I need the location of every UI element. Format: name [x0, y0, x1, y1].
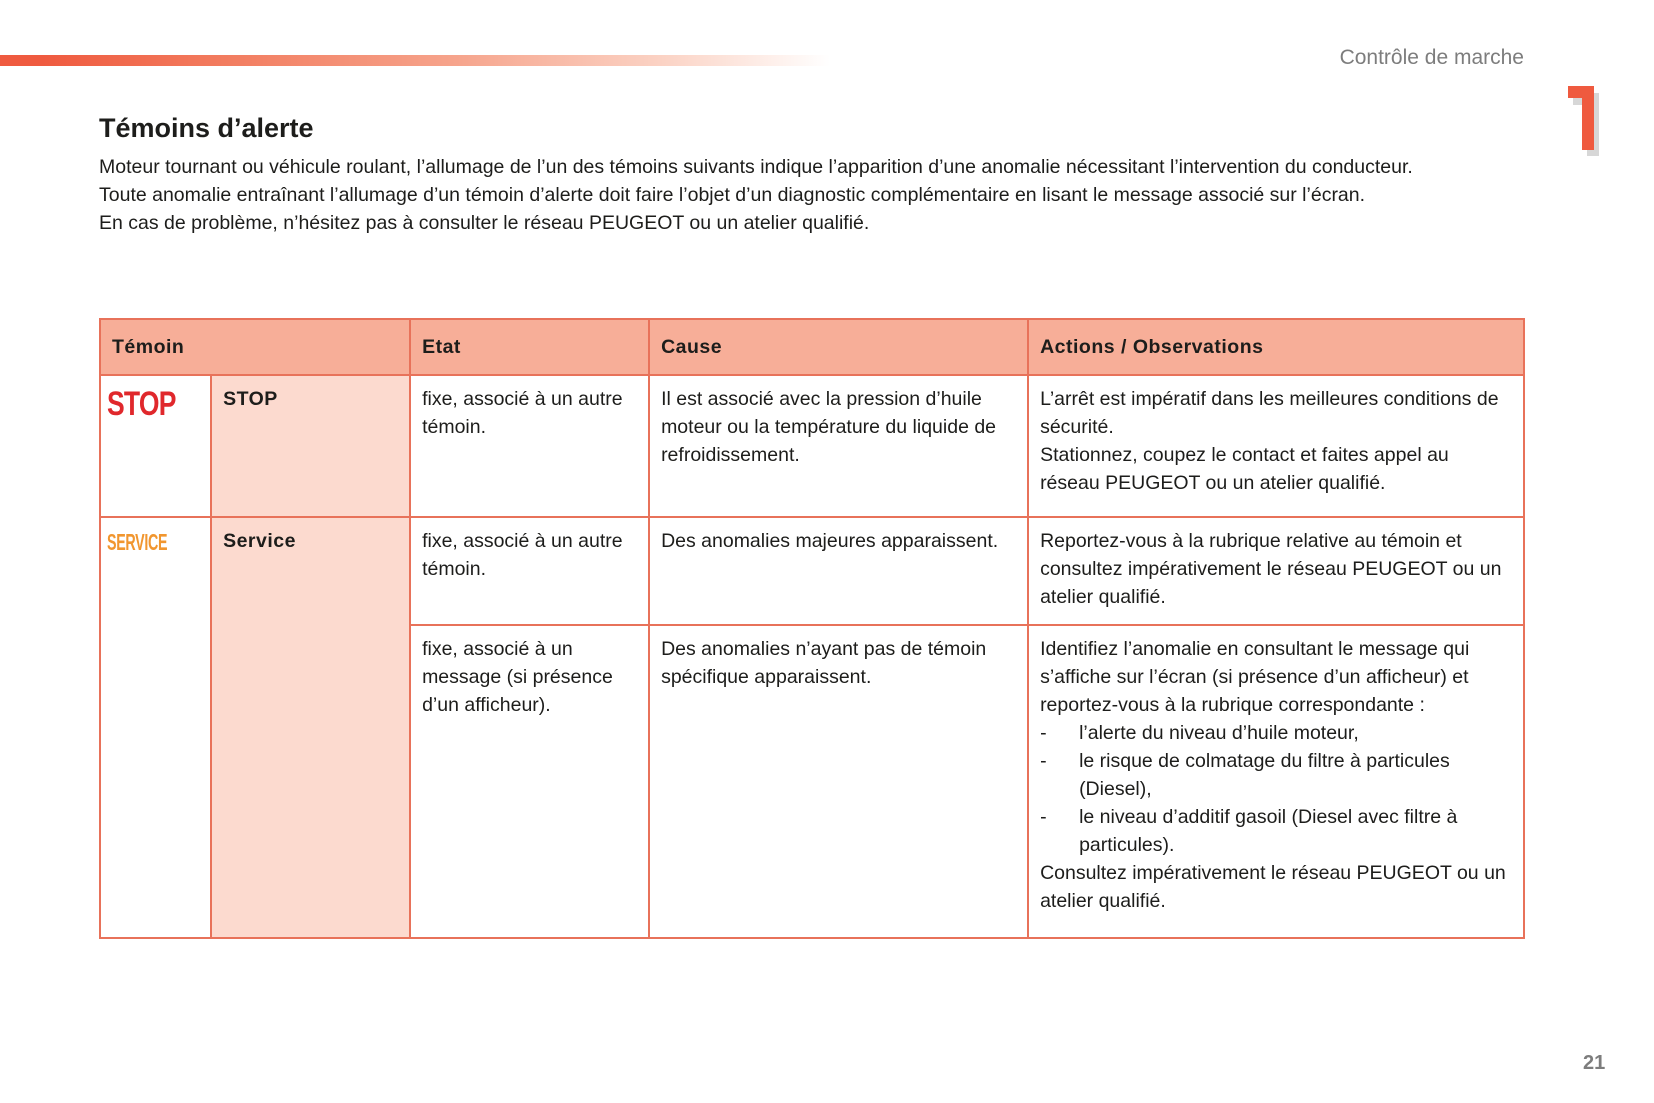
bullet-dash: - — [1040, 722, 1047, 744]
service-warning-icon: SERVICE — [107, 529, 168, 555]
column-header-actions: Actions / Observations — [1028, 319, 1524, 375]
actions-cell: Reportez-vous à la rubrique relative au témoin et consultez impérativement le réseau PEUGEOT ou un atelier qualifié. — [1028, 517, 1524, 625]
intro-paragraph: En cas de problème, n’hésitez pas à consulter le réseau PEUGEOT ou un atelier qualifié. — [99, 212, 870, 234]
section-label: Contrôle de marche — [1339, 46, 1524, 69]
bullet-text: le risque de colmatage du filtre à particules (Diesel), — [1079, 750, 1450, 800]
actions-line: L’arrêt est impératif dans les meilleures conditions de sécurité. — [1040, 388, 1499, 438]
chapter-number-badge — [1566, 84, 1606, 156]
intro-paragraph: Toute anomalie entraînant l’allumage d’un témoin d’alerte doit faire l’objet d’un diagnostic complémentaire en lisant le message associé sur l’écran. — [99, 184, 1366, 206]
bullet-dash: - — [1040, 806, 1047, 828]
column-header-etat: Etat — [410, 319, 649, 375]
table-header-row — [100, 319, 1524, 375]
actions-cell — [1028, 375, 1524, 517]
cause-cell: Des anomalies n’ayant pas de témoin spécifique apparaissent. — [649, 625, 1028, 938]
etat-cell: fixe, associé à un autre témoin. — [410, 517, 649, 625]
intro-text — [99, 153, 1519, 237]
actions-line: Stationnez, coupez le contact et faites appel au réseau PEUGEOT ou un atelier qualifié. — [1040, 444, 1449, 494]
temoin-name: Service — [211, 517, 410, 938]
column-header-cause: Cause — [649, 319, 1028, 375]
page-number: 21 — [1583, 1052, 1606, 1074]
list-item — [1040, 803, 1512, 859]
column-header-temoin: Témoin — [100, 319, 410, 375]
bullet-text: l’alerte du niveau d’huile moteur, — [1079, 722, 1359, 744]
actions-intro: Identifiez l’anomalie en consultant le message qui s’affiche sur l’écran (si présence d’un afficheur) et reportez-vous à la rubrique correspondante : — [1040, 638, 1470, 716]
stop-warning-icon: STOP — [107, 385, 176, 423]
bullet-dash: - — [1040, 750, 1047, 772]
cause-cell: Il est associé avec la pression d’huile moteur ou la température du liquide de refroidissement. — [649, 375, 1028, 517]
table-row — [100, 517, 1524, 625]
cause-cell: Des anomalies majeures apparaissent. — [649, 517, 1028, 625]
icon-cell — [100, 517, 211, 938]
intro-paragraph: Moteur tournant ou véhicule roulant, l’allumage de l’un des témoins suivants indique l’apparition d’une anomalie nécessitant l’intervention du conducteur. — [99, 156, 1413, 178]
icon-cell — [100, 375, 211, 517]
bullet-text: le niveau d’additif gasoil (Diesel avec filtre à particules). — [1079, 806, 1458, 856]
actions-outro: Consultez impérativement le réseau PEUGEOT ou un atelier qualifié. — [1040, 862, 1506, 912]
temoin-name: STOP — [211, 375, 410, 517]
actions-cell — [1028, 625, 1524, 938]
list-item — [1040, 719, 1512, 747]
table-row — [100, 375, 1524, 517]
page-title: Témoins d’alerte — [99, 113, 314, 143]
etat-cell: fixe, associé à un message (si présence d’un afficheur). — [410, 625, 649, 938]
list-item — [1040, 747, 1512, 803]
warning-lights-table — [99, 318, 1525, 939]
etat-cell: fixe, associé à un autre témoin. — [410, 375, 649, 517]
header-accent-bar — [0, 55, 830, 66]
